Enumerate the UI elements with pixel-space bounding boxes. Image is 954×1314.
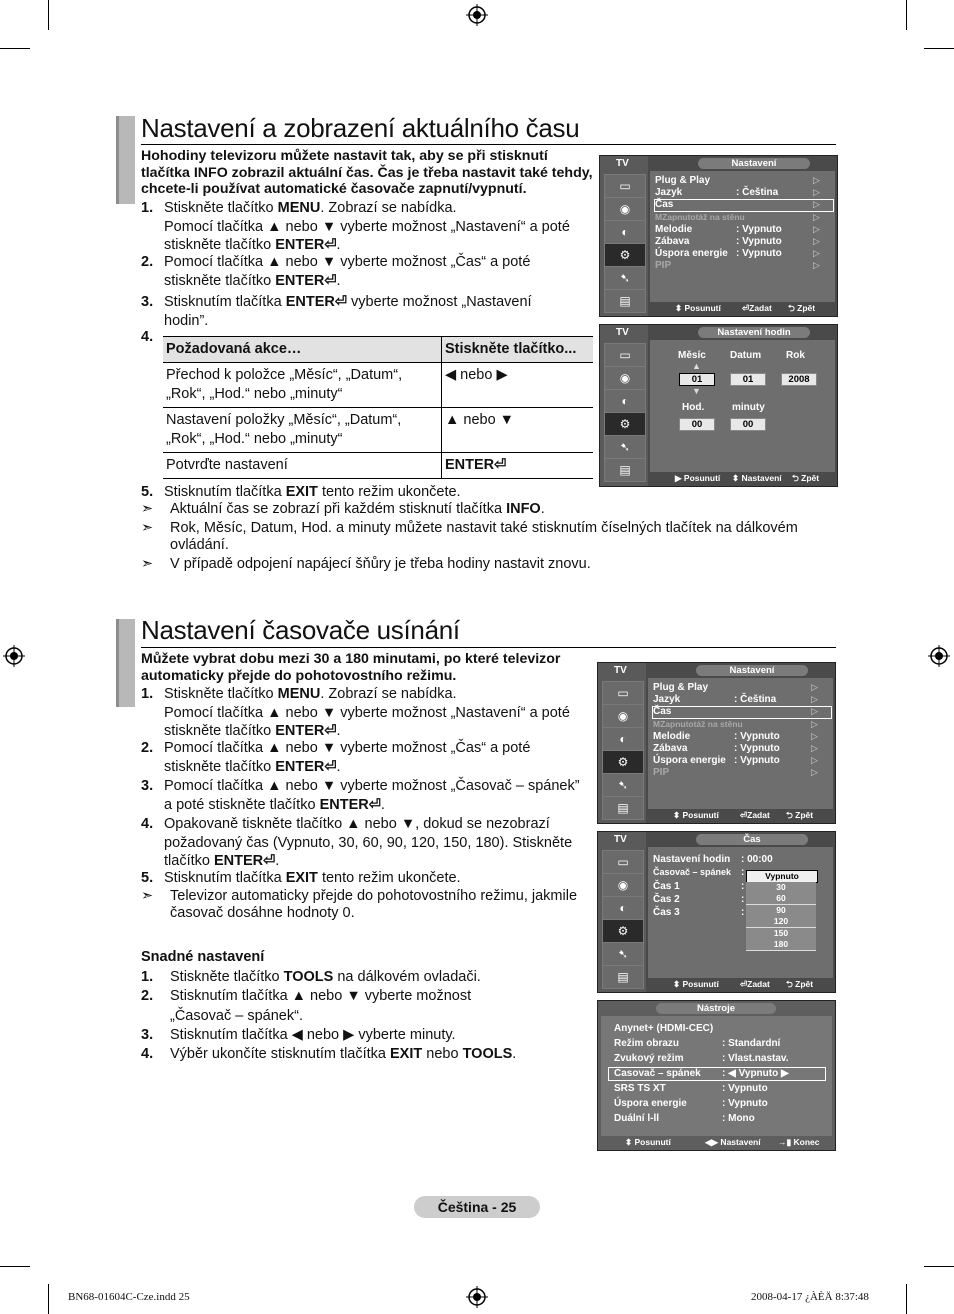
text-run: . <box>336 237 341 253</box>
step-number: 3. <box>141 778 154 794</box>
submenu-arrow-icon: ▷ <box>813 260 820 271</box>
text-run: . <box>275 853 280 869</box>
section-rule <box>141 144 836 145</box>
text-run: Pomocí tlačítka ▲ nebo ▼ vyberte možnost „Nastavení“ a poté <box>164 218 570 235</box>
text-run: Stisknutím tlačítka <box>164 870 286 886</box>
submenu-arrow-icon: ▷ <box>811 718 818 729</box>
table-cell: ▲ nebo ▼ <box>442 408 594 453</box>
osd-tv-label: TV <box>616 327 629 338</box>
step-text <box>164 272 341 291</box>
registration-mark-icon <box>3 645 25 667</box>
osd-menu-item[interactable]: Plug & Play <box>655 175 711 186</box>
osd-menu-value: : Vypnuto <box>736 236 782 247</box>
tools-item-value: : Mono <box>722 1113 755 1124</box>
text-run: Pomocí tlačítka ▲ nebo ▼ vyberte možnost „Nastavení“ a poté <box>164 704 570 721</box>
step-text <box>164 312 208 331</box>
osd-item-label[interactable]: Nastavení hodin <box>653 854 731 865</box>
month-field[interactable]: 01 <box>679 373 715 386</box>
text-run: hodin”. <box>164 312 209 329</box>
osd-menu-value: : Čeština <box>734 694 777 706</box>
hour-label: Hod. <box>682 402 705 413</box>
text-run: na dálkovém ovladači. <box>333 969 481 985</box>
step-text <box>164 796 385 815</box>
osd-selection-box <box>654 199 834 212</box>
step-number: 2. <box>141 740 154 756</box>
step-text <box>164 199 457 218</box>
key-name: ENTER⏎ <box>275 237 337 253</box>
picture-icon: ▭ <box>602 681 644 705</box>
step-number: 2. <box>141 254 154 270</box>
step-number: 5. <box>141 484 154 500</box>
sound-icon: ◉ <box>604 366 646 390</box>
sleep-timer-option[interactable]: 180 <box>746 939 816 951</box>
text-run: Pomocí tlačítka ▲ nebo ▼ vyberte možnost „Čas“ a poté <box>164 740 531 756</box>
text-run: . Zobrazí se nabídka. <box>320 200 457 216</box>
text-run: a poté stiskněte tlačítko <box>164 796 320 813</box>
osd-menu-item[interactable]: Plug & Play <box>653 682 709 693</box>
tools-item-value: : Vypnuto <box>722 1083 768 1094</box>
input-icon: ➷ <box>602 773 644 797</box>
osd-item-label[interactable]: Čas 3 <box>653 907 680 918</box>
text-run: . Zobrazí se nabídka. <box>320 686 457 702</box>
key-name: EXIT <box>285 484 318 500</box>
setup-gear-icon: ⚙ <box>604 412 646 436</box>
section-intro: Hohodiny televizoru můžete nastavit tak, aby se při stisknutí tlačítka INFO zobrazil aktuální čas. Čas je třeba nastavit také tehdy, chcete-li používat automatické časovače zapnutí/vypnutí. <box>141 148 593 197</box>
table-header-button: Stiskněte tlačítko... <box>442 337 594 363</box>
note-arrow-icon: ➣ <box>141 501 154 517</box>
text-run: vyberte možnost „Nastavení <box>346 294 532 310</box>
step-text <box>164 852 279 871</box>
tools-item-value: : Standardní <box>722 1038 781 1049</box>
step-number: 1. <box>141 686 154 702</box>
text-run: Stiskněte tlačítko <box>164 200 278 216</box>
registration-mark-icon <box>928 645 950 667</box>
input-icon: ➷ <box>604 435 646 459</box>
crop-mark <box>0 48 30 49</box>
crop-mark <box>906 0 907 30</box>
osd-menu-value: : Vypnuto <box>734 743 780 754</box>
submenu-arrow-icon: ▷ <box>811 730 818 741</box>
setup-gear-icon: ⚙ <box>602 750 644 774</box>
text-run: . <box>336 758 341 775</box>
picture-icon: ▭ <box>604 343 646 367</box>
sleep-timer-option[interactable]: 90 <box>746 905 816 917</box>
channel-icon: ◐ <box>602 896 644 920</box>
hour-field[interactable]: 00 <box>679 418 715 431</box>
year-field[interactable]: 2008 <box>781 373 817 386</box>
osd-settings-menu <box>597 662 836 824</box>
step-text <box>164 834 572 853</box>
submenu-arrow-icon: ▷ <box>811 755 818 766</box>
sleep-timer-option[interactable]: Vypnuto <box>746 870 818 883</box>
picture-icon: ▭ <box>604 174 646 198</box>
osd-footer: ⬍ Posunutí ⏎Zadat ⮌ Zpět <box>673 979 814 989</box>
osd-footer: ⬍ Posunutí ◀▶ Nastavení →▮ Konec <box>625 1137 820 1147</box>
submenu-arrow-icon: ▷ <box>811 743 818 753</box>
table-header-action: Požadovaná akce… <box>163 337 442 363</box>
osd-menu-item[interactable]: PIP <box>653 767 670 779</box>
text-run: . <box>380 796 385 813</box>
step-text <box>164 236 341 255</box>
section-bar <box>116 116 135 204</box>
step-text <box>170 1045 516 1064</box>
text-run: stiskněte tlačítko <box>164 723 276 739</box>
text-run: „Časovač – spánek“. <box>170 1007 303 1024</box>
osd-footer: ⬍ Posunutí ⏎Zadat ⮌ Zpět <box>673 810 814 820</box>
step-number: 2. <box>141 988 154 1004</box>
osd-item-label[interactable]: Čas 2 <box>653 894 680 905</box>
submenu-arrow-icon: ▷ <box>811 694 818 705</box>
text-run: nebo <box>422 1046 463 1062</box>
month-label: Měsíc <box>678 350 706 361</box>
table-cell: Nastavení položky „Měsíc“, „Datum“, „Rok“, „Hod.“ nebo „minuty“ <box>163 408 442 453</box>
step-number: 4. <box>141 1046 154 1062</box>
key-name: ENTER⏎ <box>275 272 337 289</box>
osd-tv-label: TV <box>614 665 627 676</box>
registration-mark-icon <box>466 4 488 26</box>
minute-field[interactable]: 00 <box>730 418 766 431</box>
osd-footer: ⬍ Posunutí ⏎Zadat ⮌ Zpět <box>675 303 816 313</box>
tools-item-value: : Vypnuto <box>722 1098 768 1109</box>
tools-item-label[interactable]: Zvukový režim <box>614 1053 684 1064</box>
crop-mark <box>48 1284 49 1314</box>
key-name: ENTER⏎ <box>275 723 337 739</box>
text-run: stiskněte tlačítko <box>164 272 276 289</box>
text-run: tlačítko <box>164 853 214 869</box>
key-name: TOOLS <box>283 969 334 985</box>
step-text <box>164 218 570 237</box>
step-text <box>164 293 532 312</box>
osd-menu-item[interactable]: Čas <box>655 199 674 211</box>
osd-item-value: : <box>741 894 745 905</box>
osd-menu-item[interactable]: PIP <box>655 260 672 272</box>
step-text <box>164 704 570 723</box>
channel-icon: ◐ <box>602 727 644 751</box>
setup-gear-icon: ⚙ <box>602 919 644 943</box>
year-label: Rok <box>786 350 805 361</box>
text-run: Stisknutím tlačítka ◀ nebo ▶ vyberte minuty. <box>170 1027 456 1043</box>
text-run: Stiskněte tlačítko <box>164 686 278 702</box>
osd-menu-item[interactable]: Melodie <box>653 730 691 742</box>
step-text <box>170 968 481 987</box>
date-field[interactable]: 01 <box>730 373 766 386</box>
application-icon: ▤ <box>602 796 644 820</box>
submenu-arrow-icon: ▷ <box>811 767 818 778</box>
text-run: Pomocí tlačítka ▲ nebo ▼ vyberte možnost „Časovač – spánek” <box>164 778 580 794</box>
text-run: Stisknutím tlačítka ▲ nebo ▼ vyberte možnost <box>170 988 472 1004</box>
note-text: Televizor automaticky přejde do pohotovostního režimu, jakmile časovač dosáhne hodnoty 0. <box>170 888 578 921</box>
date-label: Datum <box>730 350 762 361</box>
step-text <box>170 1007 303 1026</box>
submenu-arrow-icon: ▷ <box>813 248 820 259</box>
text-run: tento režim ukončete. <box>317 484 461 500</box>
section-title: Nastavení a zobrazení aktuálního času <box>141 113 580 143</box>
tools-item-label[interactable]: Režim obrazu <box>614 1038 680 1049</box>
text-run: tento režim ukončete. <box>317 870 461 886</box>
osd-footer: ▶ Posunutí ⬍ Nastavení ⮌ Zpět <box>675 473 820 483</box>
osd-item-value: : <box>741 881 745 892</box>
osd-settings-menu <box>599 155 838 317</box>
table-row <box>163 363 593 408</box>
submenu-arrow-icon: ▷ <box>813 236 820 246</box>
submenu-arrow-icon: ▷ <box>813 223 820 234</box>
osd-item-value: : <box>741 907 745 918</box>
osd-menu-item[interactable]: Úspora energie <box>653 755 726 767</box>
crop-mark <box>924 1266 954 1267</box>
input-icon: ➷ <box>602 942 644 966</box>
submenu-arrow-icon: ▷ <box>813 199 820 210</box>
key-name: INFO <box>506 501 541 517</box>
key-name: ENTER⏎ <box>285 294 347 310</box>
sound-icon: ◉ <box>602 704 644 728</box>
osd-menu-item[interactable]: Melodie <box>655 223 693 235</box>
step-number: 1. <box>141 200 154 216</box>
step-number: 5. <box>141 870 154 886</box>
text-run: V případě odpojení napájecí šňůry je třeba hodiny nastavit znovu. <box>170 556 591 572</box>
table-cell: Potvrďte nastavení <box>163 453 442 479</box>
input-icon: ➷ <box>604 266 646 290</box>
table-cell: ◀ nebo ▶ <box>442 363 594 408</box>
submenu-arrow-icon: ▷ <box>813 175 820 185</box>
osd-menu-item[interactable]: Jazyk <box>653 694 681 706</box>
table-row <box>163 453 593 479</box>
action-table <box>163 336 593 479</box>
osd-menu-item[interactable]: Čas <box>653 706 672 718</box>
tools-item-label[interactable]: Časovač – spánek <box>614 1068 701 1079</box>
text-run: stiskněte tlačítko <box>164 758 276 775</box>
key-name: ENTER⏎ <box>319 796 381 813</box>
submenu-arrow-icon: ▷ <box>811 706 818 717</box>
page-number-badge: Čeština - 25 <box>414 1196 540 1218</box>
osd-menu-item[interactable]: MZapnutotáž na stěnu <box>655 211 745 222</box>
date-slug: 2008-04-17 ¿ÀÈÄ 8:37:48 <box>751 1291 869 1303</box>
key-name: ENTER⏎ <box>213 853 276 869</box>
osd-item-value: : 00:00 <box>741 854 773 865</box>
osd-item-label[interactable]: Čas 1 <box>653 881 680 892</box>
osd-selection-box <box>652 706 832 719</box>
step-text <box>164 815 550 834</box>
text-run: Opakovaně tiskněte tlačítko ▲ nebo ▼, dokud se nezobrazí <box>164 816 550 832</box>
note-arrow-icon: ➣ <box>141 556 154 572</box>
step-text <box>170 1026 456 1045</box>
tools-item-value: : Vlast.nastav. <box>722 1053 789 1064</box>
text-run: Rok, Měsíc, Datum, Hod. a minuty můžete nastavit také stisknutím číselných tlačítek na dálkovém ovládání. <box>170 520 798 553</box>
submenu-arrow-icon: ▷ <box>813 187 820 198</box>
easy-setup-title: Snadné nastavení <box>141 949 265 965</box>
osd-item-value: : <box>741 867 745 878</box>
key-name: MENU <box>277 200 321 216</box>
note-arrow-icon: ➣ <box>141 888 154 904</box>
section-bar <box>116 619 135 707</box>
text-run: . <box>336 272 341 289</box>
key-name: ENTER⏎ <box>275 758 337 775</box>
sound-icon: ◉ <box>602 873 644 897</box>
tools-item-label[interactable]: SRS TS XT <box>614 1083 666 1094</box>
step-number: 3. <box>141 1027 154 1043</box>
note-text <box>170 520 830 553</box>
note-text <box>170 556 591 573</box>
osd-menu-value: : Vypnuto <box>734 755 780 767</box>
note-arrow-icon: ➣ <box>141 520 154 536</box>
setup-gear-icon: ⚙ <box>604 243 646 267</box>
file-slug: BN68-01604C-Cze.indd 25 <box>68 1291 190 1303</box>
text-run: stiskněte tlačítko <box>164 237 276 253</box>
osd-menu-item[interactable]: Zábava <box>653 743 688 754</box>
step-number: 4. <box>141 816 154 832</box>
down-arrow-icon: ▼ <box>692 386 701 396</box>
step-text <box>164 483 461 502</box>
table-row <box>163 408 593 453</box>
step-text <box>164 777 580 796</box>
step-text <box>164 758 341 777</box>
osd-header: Nastavení <box>696 665 808 676</box>
osd-clock-setup <box>599 324 838 487</box>
note-text <box>170 501 545 518</box>
picture-icon: ▭ <box>602 850 644 874</box>
text-run: Aktuální čas se zobrazí při každém stisknutí tlačítka <box>170 501 507 517</box>
tools-item-label[interactable]: Úspora energie <box>614 1098 687 1109</box>
minute-label: minuty <box>732 402 765 413</box>
text-run: Stisknutím tlačítka <box>164 484 286 500</box>
application-icon: ▤ <box>602 965 644 989</box>
submenu-arrow-icon: ▷ <box>813 211 820 222</box>
osd-time-menu <box>597 831 836 993</box>
key-name: EXIT <box>390 1046 423 1062</box>
text-run: Pomocí tlačítka ▲ nebo ▼ vyberte možnost „Čas“ a poté <box>164 254 531 270</box>
sleep-timer-option[interactable]: 120 <box>746 916 816 928</box>
text-run: . <box>540 501 545 517</box>
osd-menu-value: : Vypnuto <box>736 248 782 260</box>
text-run: Výběr ukončíte stisknutím tlačítka <box>170 1046 391 1062</box>
step-text <box>164 869 461 888</box>
step-text <box>164 685 457 704</box>
step-text <box>164 722 341 741</box>
section-rule <box>141 647 836 648</box>
table-cell: Přechod k položce „Měsíc“, „Datum“, „Rok“, „Hod.“ nebo „minuty“ <box>163 363 442 408</box>
crop-mark <box>906 1284 907 1314</box>
osd-header: Nastavení <box>698 158 810 169</box>
osd-tv-label: TV <box>616 158 629 169</box>
key-name: EXIT <box>285 870 318 886</box>
up-arrow-icon: ▲ <box>692 361 701 371</box>
text-run: požadovaný čas (Vypnuto, 30, 60, 90, 120, 150, 180). Stiskněte <box>164 834 573 851</box>
osd-menu-item[interactable]: Úspora energie <box>655 248 728 260</box>
osd-tools-menu <box>597 1000 836 1151</box>
sleep-timer-option[interactable]: 30 <box>746 882 816 894</box>
step-text <box>164 253 530 272</box>
key-name: MENU <box>277 686 321 702</box>
table-cell: ENTER⏎ <box>442 453 594 479</box>
step-number: 3. <box>141 294 154 310</box>
section-intro: Můžete vybrat dobu mezi 30 a 180 minutami, po které televizor automaticky přejde do pohotovostního režimu. <box>141 651 561 684</box>
step-text <box>170 987 471 1006</box>
crop-mark <box>0 1266 30 1267</box>
text-run: Stiskněte tlačítko <box>170 969 284 985</box>
tools-item-label[interactable]: Duální l-ll <box>614 1113 659 1124</box>
osd-menu-item[interactable]: Zábava <box>655 236 690 247</box>
osd-menu-value: : Čeština <box>736 187 779 199</box>
step-number: 1. <box>141 969 154 985</box>
osd-item-label[interactable]: Časovač – spánek <box>653 867 732 877</box>
section-title: Nastavení časovače usínání <box>141 615 460 645</box>
sleep-timer-option[interactable]: 150 <box>746 928 816 940</box>
step-number: 4. <box>141 329 154 345</box>
text-run: . <box>512 1046 517 1062</box>
osd-menu-item[interactable]: Jazyk <box>655 187 683 199</box>
sleep-timer-option[interactable]: 60 <box>746 893 816 905</box>
crop-mark <box>924 48 954 49</box>
channel-icon: ◐ <box>604 389 646 413</box>
key-name: TOOLS <box>462 1046 513 1062</box>
registration-mark-icon <box>466 1286 488 1308</box>
application-icon: ▤ <box>604 458 646 482</box>
osd-header: Nastavení hodin <box>698 327 810 338</box>
osd-menu-item[interactable]: MZapnutotáž na stěnu <box>653 718 743 729</box>
osd-menu-value: : Vypnuto <box>734 730 780 742</box>
channel-icon: ◐ <box>604 220 646 244</box>
text-run: . <box>336 723 341 739</box>
osd-header: Čas <box>696 834 808 845</box>
osd-menu-value: : Vypnuto <box>736 223 782 235</box>
tools-item-value: : ◀ Vypnuto ▶ <box>722 1068 789 1079</box>
osd-tv-label: TV <box>614 834 627 845</box>
crop-mark <box>48 0 49 30</box>
tools-item-label[interactable]: Anynet+ (HDMI-CEC) <box>614 1023 714 1034</box>
sound-icon: ◉ <box>604 197 646 221</box>
application-icon: ▤ <box>604 289 646 313</box>
text-run: Stisknutím tlačítka <box>164 294 286 310</box>
step-text <box>164 739 530 758</box>
osd-header: Nástroje <box>656 1003 776 1014</box>
submenu-arrow-icon: ▷ <box>811 682 818 692</box>
